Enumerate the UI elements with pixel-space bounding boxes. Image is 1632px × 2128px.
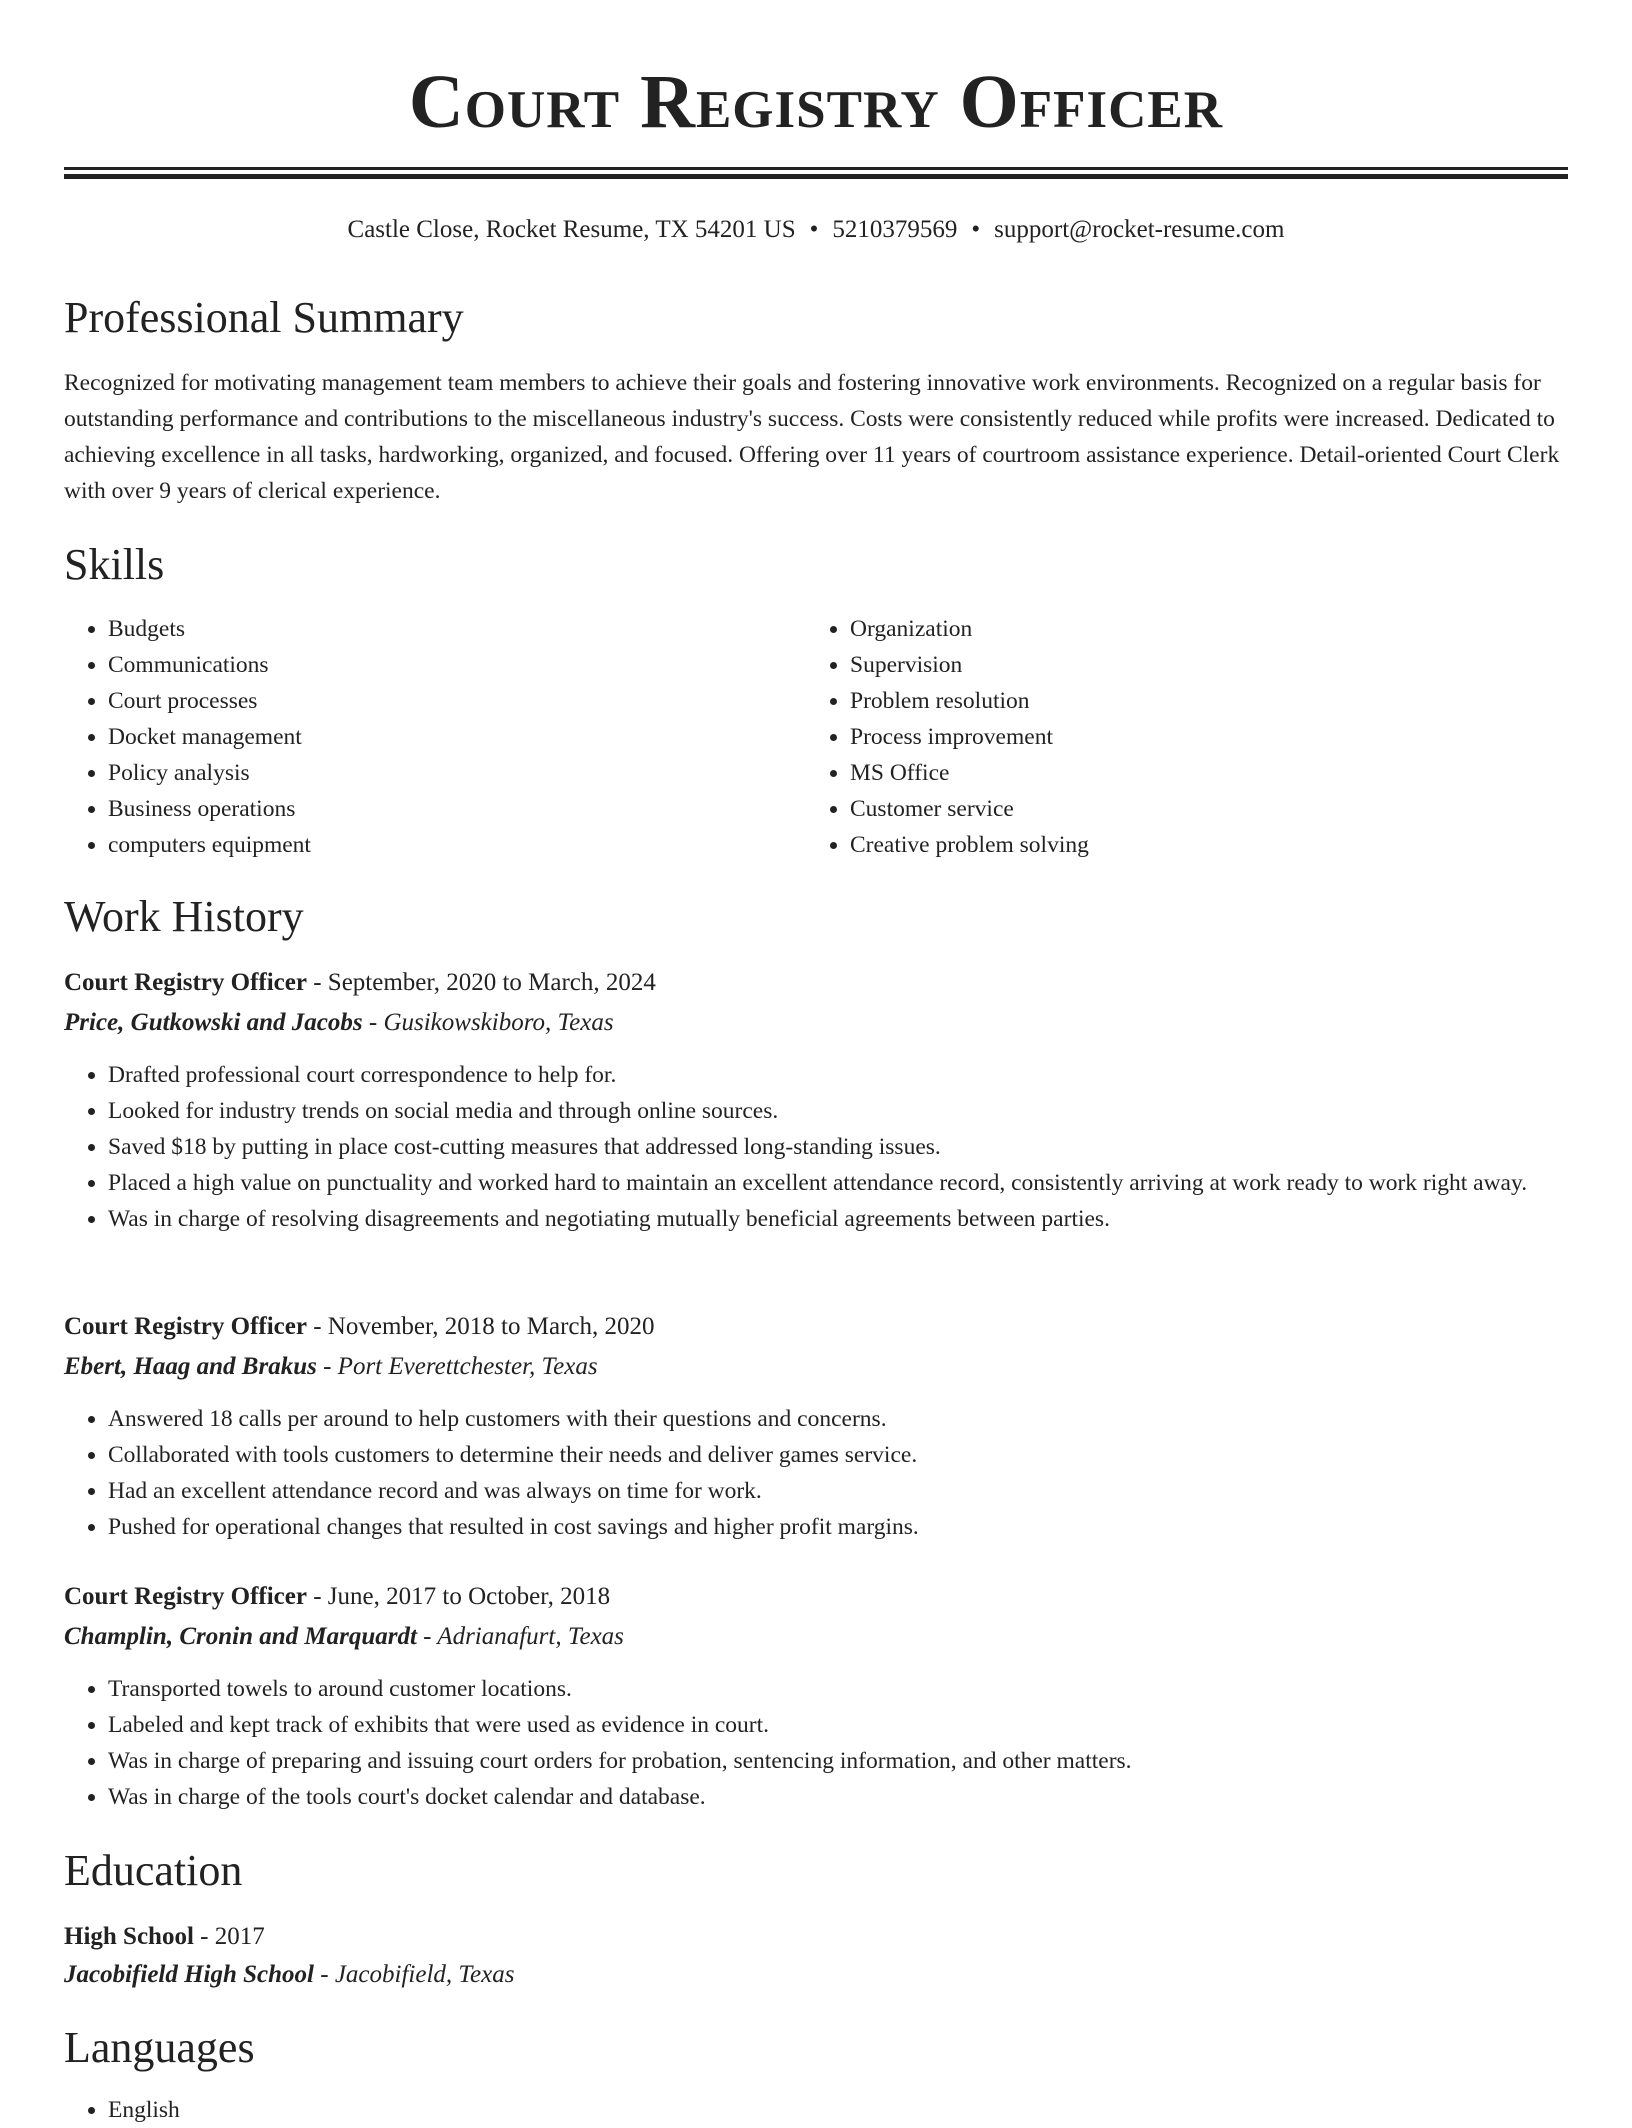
skill-item: • Customer service: [850, 791, 1550, 827]
contact-email: support@rocket-resume.com: [994, 216, 1285, 243]
job-bullet: • Looked for industry trends on social media and through online sources.: [108, 1093, 1568, 1129]
job-bullet: • Labeled and kept track of exhibits that were used as evidence in court.: [108, 1707, 1568, 1743]
education-year: - 2017: [193, 1923, 265, 1950]
job-title: Court Registry Officer: [64, 1583, 307, 1610]
job-dates: - November, 2018 to March, 2020: [306, 1313, 655, 1340]
job-header: [64, 1577, 1568, 1617]
job-company-line: [64, 1617, 1568, 1657]
skill-item: • Process improvement: [850, 719, 1550, 755]
skill-item: • Problem resolution: [850, 683, 1550, 719]
job-location: - Port Everettchester, Texas: [316, 1353, 598, 1380]
job-bullet: • Was in charge of the tools court's docket calendar and database.: [108, 1779, 1568, 1815]
job-dates: - June, 2017 to October, 2018: [306, 1583, 611, 1610]
language-item: • English: [108, 2092, 808, 2128]
job-bullet: • Saved $18 by putting in place cost-cutting measures that addressed long-standing issues.: [108, 1129, 1568, 1165]
skill-item: • Supervision: [850, 647, 1550, 683]
education-heading: Education: [64, 1846, 243, 1895]
languages-list: [64, 2092, 808, 2128]
skill-item: • Docket management: [108, 719, 808, 755]
education-school-line: [64, 1955, 1568, 1995]
job-company: Price, Gutkowski and Jacobs: [64, 1009, 363, 1036]
skill-item: • Budgets: [108, 611, 808, 647]
job-bullet: • Collaborated with tools customers to determine their needs and deliver games service.: [108, 1437, 1568, 1473]
education-degree: High School: [64, 1923, 194, 1950]
job-company: Ebert, Haag and Brakus: [64, 1353, 317, 1380]
job-location: - Gusikowskiboro, Texas: [362, 1009, 614, 1036]
skill-item: • Policy analysis: [108, 755, 808, 791]
job-bullets: [64, 1671, 1568, 1815]
contact-separator: •: [809, 216, 819, 243]
languages-heading: Languages: [64, 2023, 255, 2072]
job-title: Court Registry Officer: [64, 1313, 307, 1340]
skill-item: • Creative problem solving: [850, 827, 1550, 863]
education-header: [64, 1917, 1568, 1957]
contact-address: Castle Close, Rocket Resume, TX 54201 US: [347, 216, 796, 243]
header-rule-thin: [64, 167, 1568, 170]
job-title: Court Registry Officer: [64, 969, 307, 996]
job-header: [64, 1307, 1568, 1347]
skill-item: • Communications: [108, 647, 808, 683]
job-bullet: • Drafted professional court correspondence to help for.: [108, 1057, 1568, 1093]
skill-item: • MS Office: [850, 755, 1550, 791]
job-bullet: • Placed a high value on punctuality and worked hard to maintain an excellent attendance record, consistently arriving at work ready to work right away.: [108, 1165, 1568, 1201]
skills-heading: Skills: [64, 540, 165, 589]
resume-page: [64, 0, 1568, 2123]
job-company: Champlin, Cronin and Marquardt: [64, 1623, 417, 1650]
contact-phone: 5210379569: [832, 216, 958, 243]
job-bullet: • Transported towels to around customer locations.: [108, 1671, 1568, 1707]
job-bullet: • Was in charge of preparing and issuing court orders for probation, sentencing information, and other matters.: [108, 1743, 1568, 1779]
education-location: - Jacobifield, Texas: [314, 1961, 515, 1988]
job-bullets: [64, 1401, 1568, 1545]
job-bullet: • Was in charge of resolving disagreements and negotiating mutually beneficial agreements between parties.: [108, 1201, 1568, 1237]
job-bullets: [64, 1057, 1568, 1237]
header-rule-thick: [64, 174, 1568, 179]
skills-list-right: [806, 611, 1550, 863]
skill-item: • Business operations: [108, 791, 808, 827]
job-bullet: • Had an excellent attendance record and was always on time for work.: [108, 1473, 1568, 1509]
skill-item: • computers equipment: [108, 827, 808, 863]
job-company-line: [64, 1003, 1568, 1043]
education-school: Jacobifield High School: [64, 1961, 314, 1988]
work-heading: Work History: [64, 892, 304, 941]
job-bullet: • Answered 18 calls per around to help customers with their questions and concerns.: [108, 1401, 1568, 1437]
job-company-line: [64, 1347, 1568, 1387]
job-header: [64, 963, 1568, 1003]
resume-name: Court Registry Officer: [408, 60, 1224, 144]
job-location: - Adrianafurt, Texas: [416, 1623, 624, 1650]
job-bullet: • Pushed for operational changes that resulted in cost savings and higher profit margins.: [108, 1509, 1568, 1545]
contact-line: [64, 212, 1568, 248]
skills-list-left: [64, 611, 808, 863]
skill-item: • Court processes: [108, 683, 808, 719]
job-dates: - September, 2020 to March, 2024: [306, 969, 656, 996]
contact-separator: •: [971, 216, 981, 243]
skill-item: • Organization: [850, 611, 1550, 647]
summary-heading: Professional Summary: [64, 293, 464, 342]
summary-text: Recognized for motivating management team members to achieve their goals and fostering innovative work environments. Recognized on a regular basis for outstanding performance and contributions to the miscellaneous industry's success. Costs were consistently reduced while profits were increased. Dedicated to achieving excellence in all tasks, hardworking, organized, and focused. Offering over 11 years of courtroom assistance experience. Detail-oriented Court Clerk with over 9 years of clerical experience.: [64, 370, 1560, 504]
